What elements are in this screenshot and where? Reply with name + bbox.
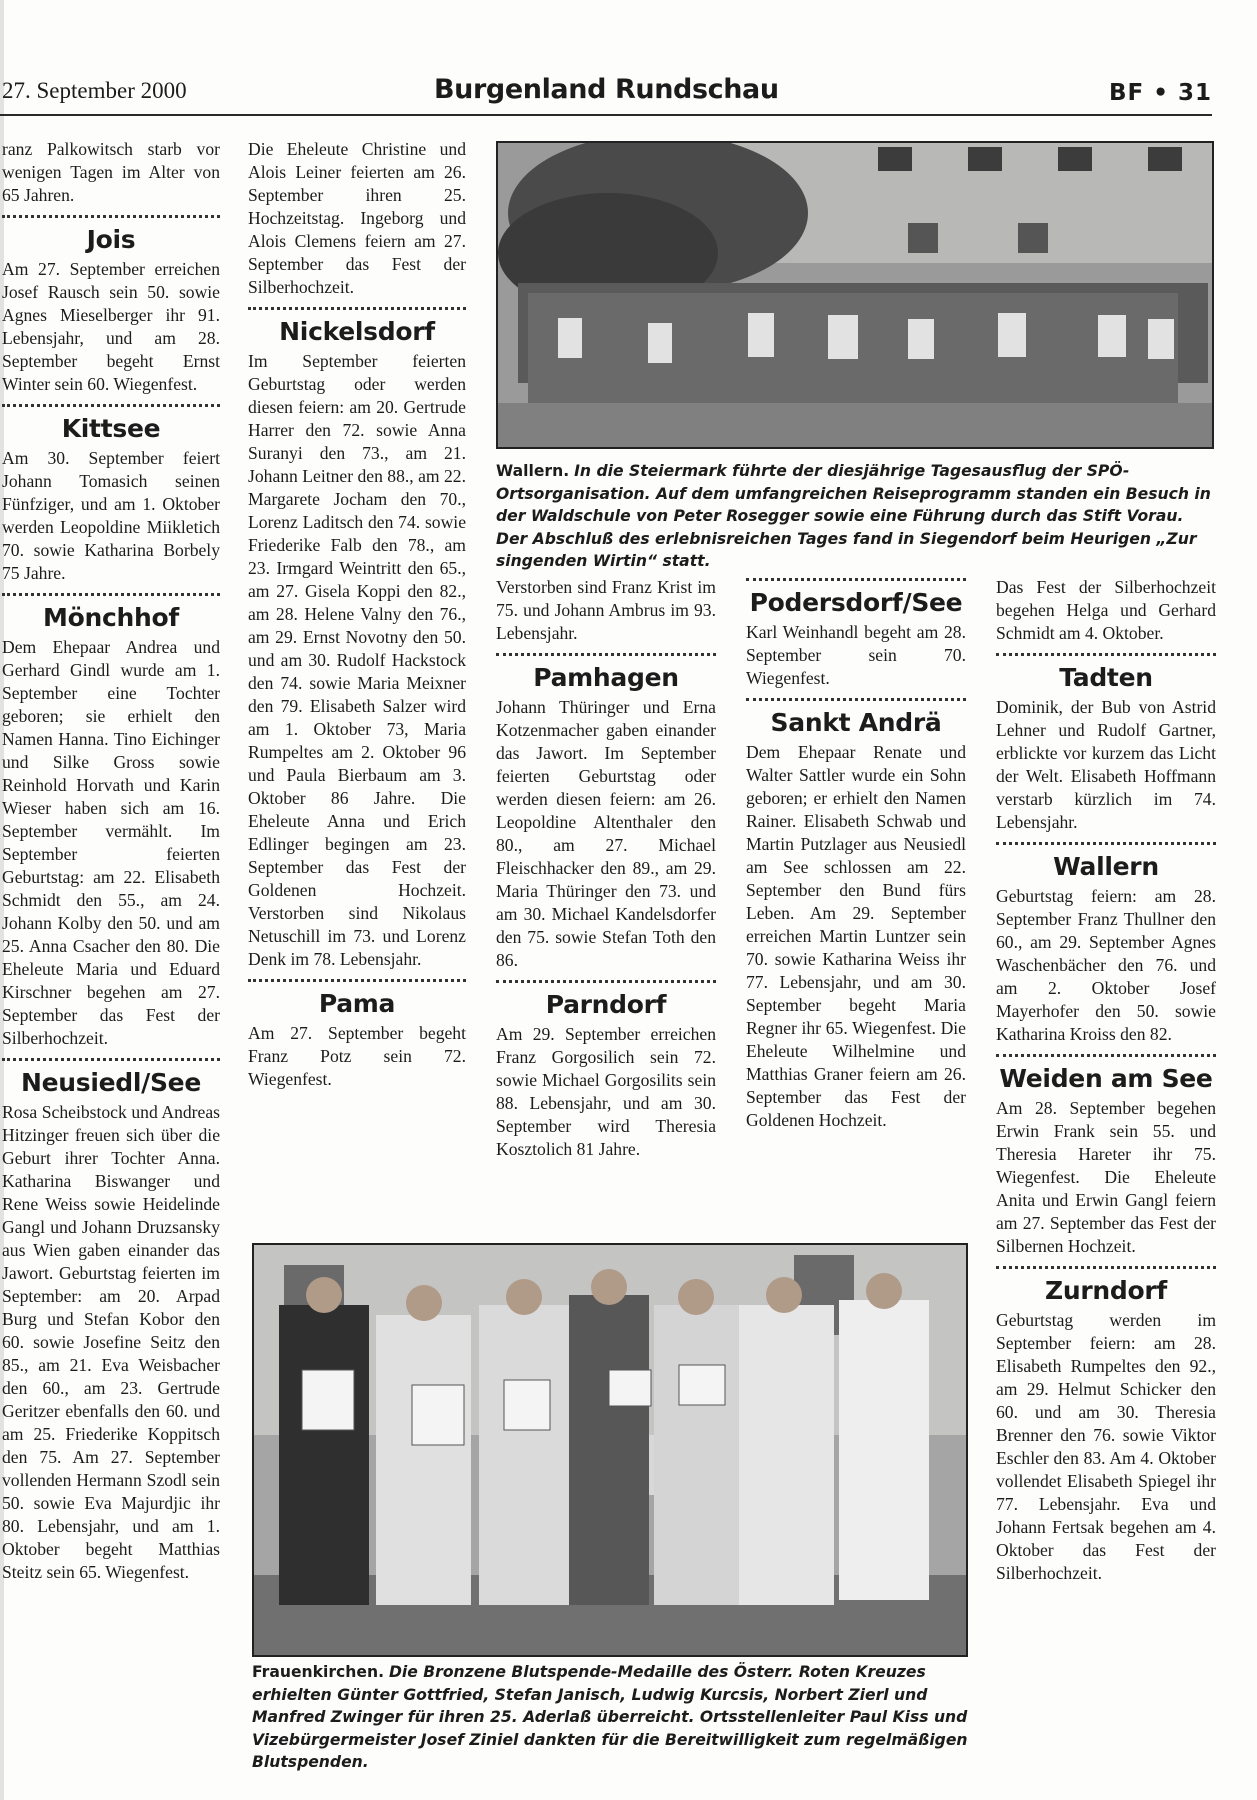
newspaper-title: Burgenland Rundschau — [434, 74, 779, 105]
page-number: BF • 31 — [1109, 80, 1212, 106]
section-heading-weiden: Weiden am See — [999, 1064, 1213, 1093]
column-5 — [996, 576, 1216, 1766]
article-text: Am 27. September erreichen Josef Rausch sein 50. sowie Agnes Mieselberger ihr 91. Lebensjahr, und am 28. September begeht Ernst Winter sein 60. Wiegenfest. — [2, 259, 220, 394]
column-3 — [496, 576, 716, 1226]
section-separator — [248, 979, 466, 982]
section-heading-moenchhof: Mönchhof — [43, 603, 179, 632]
article-text: Verstorben sind Franz Krist im 75. und Johann Ambrus im 93. Lebensjahr. — [496, 577, 716, 643]
article-text: Im September feierten Geburtstag oder werden diesen feiern: am 20. Gertrude Harrer den 72. sowie Anna Suranyi den 73., am 21. Johann Leitner den 88., am 22. Margarete Jocham den 70., Lorenz Laditsch den 74. sowie Friederike Falb den 78., am 23. Irmgard Weintritt den 65., am 27. Gisela Koppi den 82., am 28. Helene Valny den 76., am 29. Ernst Novotny den 50. und am 30. Rudolf Hackstock den 74. sowie Maria Meixner den 79. Elisabeth Salzer wird am 1. Oktober 73, Maria Rumpeltes am 2. Oktober 96 und Paula Bierbaum am 3. Oktober 86 Jahre. Die Eheleute Anna und Erich Edlinger begingen am 23. September das Fest der Goldenen Hochzeit. Verstorben sind Nikolaus Netuschill im 73. und Lorenz Denk im 78. Lebensjahr. — [248, 351, 466, 969]
section-heading-pamhagen: Pamhagen — [533, 663, 679, 692]
page-header — [0, 74, 1212, 114]
section-heading-tadten: Tadten — [1059, 663, 1153, 692]
header-rule — [0, 114, 1212, 116]
article-text: Am 27. September begeht Franz Potz sein 72. Wiegenfest. — [248, 1023, 466, 1089]
article-text: Geburtstag feiern: am 28. September Franz Thullner den 60., am 29. September Agnes Waschenbächer den 76. und am 2. Oktober Josef Mayerhofer den 50. sowie Katharina Kroiss den 82. — [996, 886, 1216, 1044]
section-heading-parndorf: Parndorf — [545, 990, 667, 1019]
article-text: Johann Thüringer und Erna Kotzenmacher gaben einander das Jawort. Im September feierten Geburtstag oder werden diesen feiern: am 26. Leopoldine Altenthaler den 80., am 27. Michael Fleischhacker den 89., am 29. Maria Thüringer den 73. und am 30. Michael Kandelsdorfer den 75. sowie Stefan Toth den 86. — [496, 697, 716, 970]
article-text: Das Fest der Silberhochzeit begehen Helga und Gerhard Schmidt am 4. Oktober. — [996, 577, 1216, 643]
photo-caption-wallern — [496, 460, 1212, 573]
photo-caption-frauenkirchen — [252, 1661, 968, 1774]
article-text: Karl Weinhandl begeht am 28. September sein 70. Wiegenfest. — [746, 622, 966, 688]
section-heading-wallern: Wallern — [1053, 852, 1159, 881]
article-text: Am 29. September erreichen Franz Gorgosilich sein 72. sowie Michael Gorgosilits sein 88. Lebensjahr, und am 30. September wird Theresia Kosztolich 81 Jahre. — [496, 1024, 716, 1159]
section-separator — [996, 1054, 1216, 1057]
section-separator — [2, 1058, 220, 1061]
column-4 — [746, 574, 966, 1224]
article-text: Dominik, der Bub von Astrid Lehner und Rudolf Gartner, erblickte vor kurzem das Licht der Welt. Elisabeth Hoffmann verstarb kürzlich im 74. Lebensjahr. — [996, 697, 1216, 832]
article-text: Dem Ehepaar Andrea und Gerhard Gindl wurde am 1. September eine Tochter geboren; sie erhielt den Namen Hanna. Tino Eichinger und Silke Gross sowie Reinhold Horvath und Karin Wieser haben sich am 16. September vermählt. Im September feierten Geburtstag: am 22. Elisabeth Schmidt den 55., am 24. Johann Kolby den 50. und am 25. Anna Csacher den 80. Die Eheleute Maria und Eduard Kirschner begehen am 27. September das Fest der Silberhochzeit. — [2, 637, 220, 1048]
section-separator — [996, 842, 1216, 845]
section-heading-zurndorf: Zurndorf — [1045, 1276, 1167, 1305]
caption-place: Wallern. — [496, 462, 570, 480]
section-separator — [2, 593, 220, 596]
column-1 — [2, 138, 220, 1763]
caption-text: Die Bronzene Blutspende-Medaille des Österr. Roten Kreuzes erhielten Günter Gottfried, Stefan Janisch, Ludwig Kurcsis, Norbert Zierl und Manfred Zwinger für ihren 25. Aderlaß überreicht. Ortsstellenleiter Paul Kiss und Vizebürgermeister Josef Ziniel dankten für die Bereitwilligkeit zum regelmäßigen Blutspenden. — [252, 1663, 968, 1771]
article-text: Dem Ehepaar Renate und Walter Sattler wurde ein Sohn geboren; er erhielt den Namen Rainer. Elisabeth Schwab und Martin Putzlager aus Neusiedl am See schlossen am 22. September den Bund fürs Leben. Am 29. September erreichen Martin Luntzer sein 70. sowie Katharina Weiss ihr 77. Lebensjahr, und am 30. September begeht Maria Regner ihr 65. Wiegenfest. Die Eheleute Wilhelmine und Matthias Graner feiern am 26. September das Fest der Goldenen Hochzeit. — [746, 742, 966, 1130]
section-heading-kittsee: Kittsee — [61, 414, 161, 443]
section-separator — [496, 653, 716, 656]
photo-frauenkirchen-blood-donors — [252, 1243, 968, 1657]
article-text: Am 28. September begehen Erwin Frank sein 55. und Theresia Hareter ihr 75. Wiegenfest. Die Eheleute Anita und Erwin Gangl feiern am 27. September das Fest der Silbernen Hochzeit. — [996, 1098, 1216, 1256]
section-separator — [2, 404, 220, 407]
caption-text: In die Steiermark führte der diesjährige Tagesausflug der SPÖ-Ortsorganisation. Auf dem umfangreichen Reiseprogramm standen ein Besuch in der Waldschule von Peter Rosegger sowie eine Führung durch das Stift Vorau. Der Abschluß des erlebnisreichen Tages fand in Siegendorf beim Heurigen „Zur singenden Wirtin“ statt. — [496, 462, 1211, 570]
issue-date: 27. September 2000 — [2, 78, 187, 103]
article-text: Geburtstag werden im September feiern: am 28. Elisabeth Rumpeltes den 92., am 29. Helmut Schicker den 60. und am 30. Theresia Brenner den 76. sowie Viktor Eschler den 83. Am 4. Oktober vollendet Elisabeth Spiegel ihr 77. Lebensjahr. Eva und Johann Fertsak begehen am 4. Oktober das Fest der Silberhochzeit. — [996, 1310, 1216, 1583]
section-heading-pama: Pama — [318, 989, 396, 1018]
section-heading-neusiedl: Neusiedl/See — [21, 1068, 201, 1097]
photo-wallern-group — [496, 141, 1214, 449]
section-separator — [996, 1266, 1216, 1269]
article-text: Rosa Scheibstock und Andreas Hitzinger freuen sich über die Geburt ihrer Tochter Anna. Katharina Biswanger und Rene Weiss sowie Heidelinde Gangl und Johann Druzsansky aus Wien gaben einander das Jawort. Geburtstag feierten im September: am 20. Arpad Burg und Stefan Kobor den 60. sowie Josefine Seitz den 85., am 21. Eva Weisbacher den 60., am 23. Gertrude Geritzer ebenfalls den 60. und am 25. Friederike Koppitsch den 75. Am 27. September vollenden Hermann Szodl sein 50. sowie Eva Majurdjic ihr 80. Lebensjahr, und am 1. Oktober begeht Matthias Steitz sein 65. Wiegenfest. — [2, 1102, 220, 1582]
section-separator — [2, 215, 220, 218]
column-2 — [248, 138, 466, 1218]
section-heading-sankt-andrae: Sankt Andrä — [770, 708, 942, 737]
section-separator — [996, 653, 1216, 656]
section-separator — [746, 698, 966, 701]
article-text: Die Eheleute Christine und Alois Leiner feierten am 26. September ihren 25. Hochzeitstag. Ingeborg und Alois Clemens feiern am 27. September das Fest der Silberhochzeit. — [248, 139, 466, 297]
section-separator — [248, 307, 466, 310]
section-heading-nickelsdorf: Nickelsdorf — [279, 317, 435, 346]
section-separator — [496, 980, 716, 983]
section-separator — [746, 578, 966, 581]
caption-place: Frauenkirchen. — [252, 1663, 384, 1681]
section-heading-podersdorf: Podersdorf/See — [749, 588, 963, 617]
article-text: ranz Palkowitsch starb vor wenigen Tagen im Alter von 65 Jahren. — [2, 139, 220, 205]
section-heading-jois: Jois — [86, 225, 136, 254]
article-text: Am 30. September feiert Johann Tomasich seinen Fünfziger, und am 1. Oktober werden Leopoldine Miikletich 70. sowie Katharina Borbely 75 Jahre. — [2, 448, 220, 583]
